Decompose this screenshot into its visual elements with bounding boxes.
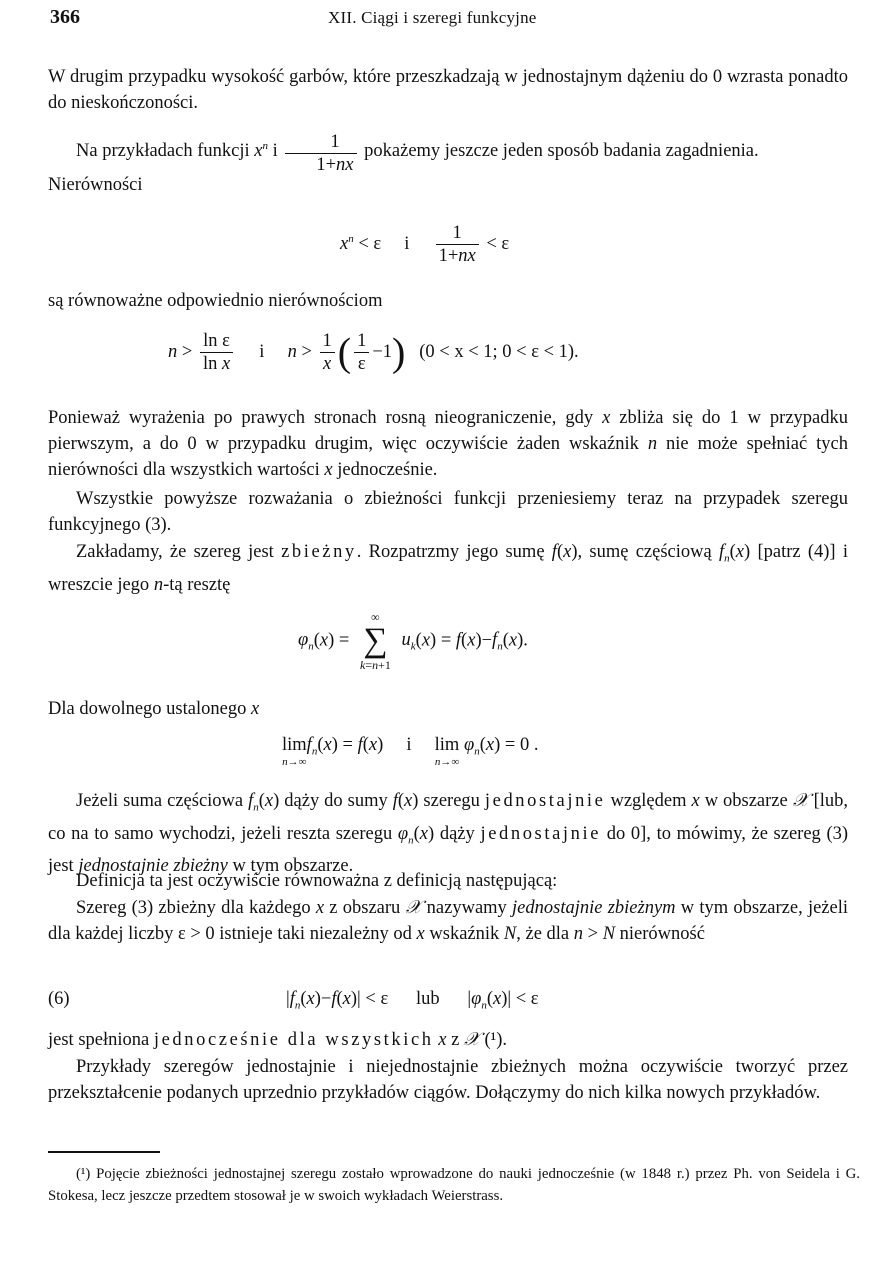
equation-1: $x^n < \varepsilon$ i $\frac{1}{1+nx}$ < ε [340, 223, 510, 266]
footnote-divider [48, 1151, 160, 1153]
paragraph-8: Jeżeli suma częściowa $f_n(x)$ dąży do sumy f(x) szeregu jednostajnie względem x w obszarze 𝒳 [lub, co na to samo wychodzi, jeżeli reszta szeregu $\varphi_n(x)$ dąży jednostajnie do 0], to mówimy, że szereg (3) jest jednostajnie zbieżny w tym obszarze. [48, 790, 849, 877]
paragraph-2: Na przykładach funkcji $x^n$ i $\frac{1}{1+nx}$ pokażemy jeszcze jeden sposób badania zagadnienia. [76, 132, 759, 175]
paragraph-7: Dla dowolnego ustalonego x [48, 699, 260, 719]
paragraph-2-line-2: Nierówności [48, 175, 143, 195]
paragraph-10: Szereg (3) zbieżny dla każdego x z obszaru 𝒳 nazywamy jednostajnie zbieżnym w tym obszarze, jeżeli dla każdej liczby ε > 0 istnieje taki niezależny od x wskaźnik N, że dla n > N nierówność [48, 897, 849, 944]
page-header [50, 6, 853, 36]
paragraph-12: Przykłady szeregów jednostajnie i niejednostajnie zbieżnych można oczywiście tworzyć przez przekształcenie podanych uprzednio przykładów ciągów. Dołączymy do nich kilka nowych przykładów. [48, 1057, 848, 1103]
paragraph-6: Zakładamy, że szereg jest zbieżny. Rozpatrzmy jego sumę f(x), sumę częściową $f_n(x)$ [patrz (4)] i wreszcie jego n-tą resztę [48, 542, 848, 595]
paragraph-3: są równoważne odpowiednio nierównościom [48, 291, 383, 311]
running-title: XII. Ciągi i szeregi funkcyjne [328, 8, 537, 27]
equation-2: n > $\frac{\text{ln ε}}{\text{ln x}}$ i n > $\frac{1}{x}$ ( $\frac{1}{\varepsilon}$ −1) (0 < x < 1; 0 < ε < 1). [168, 329, 579, 375]
paragraph-1: W drugim przypadku wysokość garbów, które przeszkadzają w jednostajnym dążeniu do 0 wzrasta ponadto do nieskończoności. [48, 67, 848, 113]
equation-3: $\varphi_n(x)$ = ∞ ∑ k=n+1 $u_k(x) = f(x)-f_n(x)$. [298, 610, 528, 672]
page-number: 366 [50, 6, 80, 28]
paragraph-11: jest spełniona jednocześnie dla wszystkich x z 𝒳 (¹). [48, 1029, 508, 1050]
paragraph-9: Definicja ta jest oczywiście równoważna z definicją następującą: [76, 871, 558, 891]
footnote: (¹) Pojęcie zbieżności jednostajnej szeregu zostało wprowadzone do nauki jednocześnie (w 1848 r.) przez Ph. von Seidela i G. Stokesa, lecz jeszcze przedtem stosował je w swoich wykładach Weierstrass. [48, 1166, 860, 1204]
paragraph-5: Wszystkie powyższe rozważania o zbieżności funkcji przeniesiemy teraz na przypadek szeregu funkcyjnego (3). [48, 489, 848, 535]
equation-6-label: (6) [48, 989, 70, 1009]
equation-4: lim n→∞ $f_n(x) = f(x)$ i lim n→∞ $\varphi_n(x) = 0$ . [282, 735, 539, 768]
paragraph-4: Ponieważ wyrażenia po prawych stronach rosną nieograniczenie, gdy x zbliża się do 1 w przypadku pierwszym, a do 0 w przypadku drugim, więc oczywiście żaden wskaźnik n nie może spełniać tych nierówności dla wszystkich wartości x jednocześnie. [48, 408, 848, 480]
equation-6: $|f_n(x)-f(x)| < \varepsilon$ lub $|\varphi_n(x)| < \varepsilon$ [286, 989, 539, 1012]
